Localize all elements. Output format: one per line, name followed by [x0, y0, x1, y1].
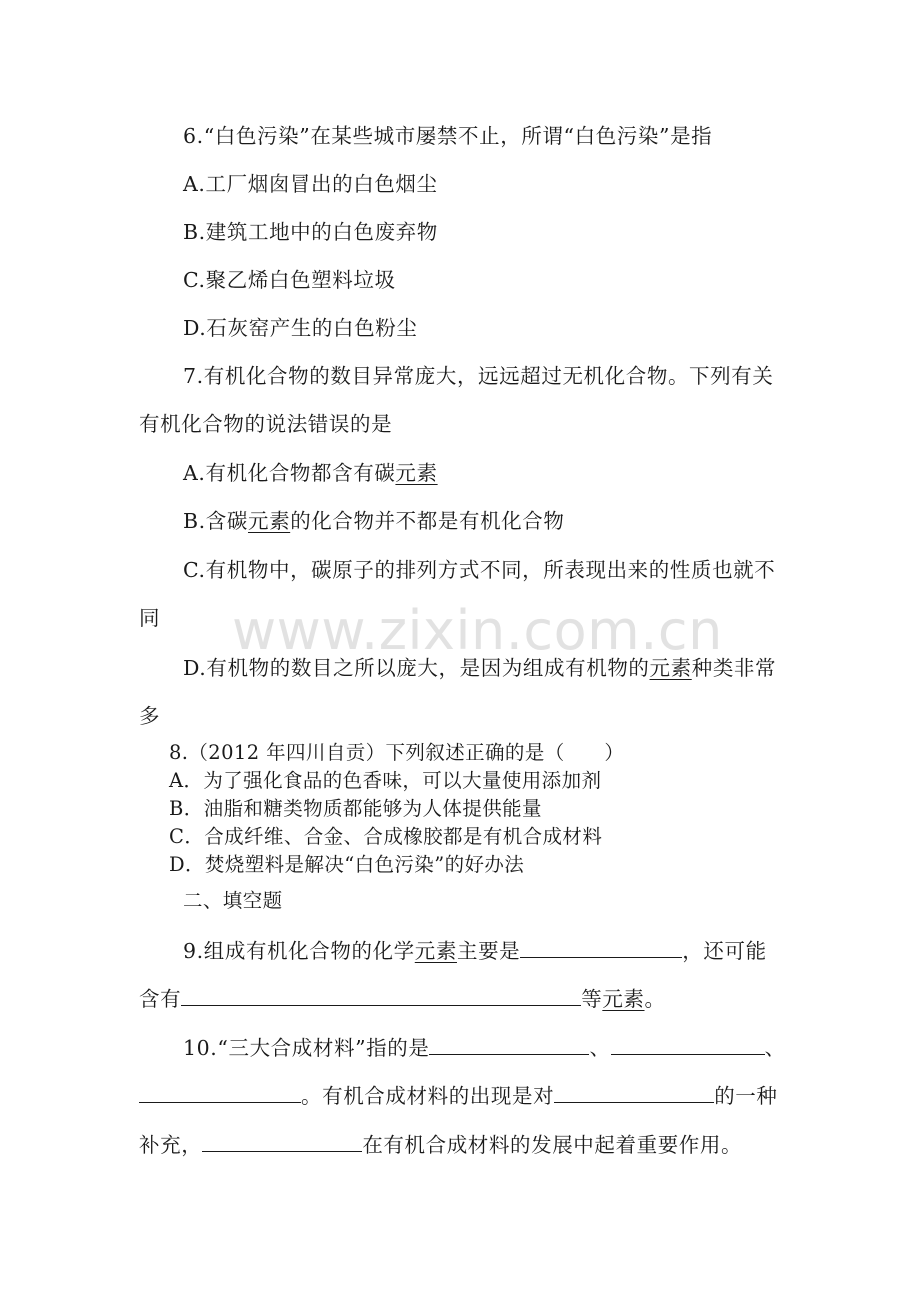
q7-option-d-line1 — [183, 655, 776, 681]
q10-answer-blank-4[interactable] — [554, 1082, 714, 1103]
q7-option-c-line1: C.有机物中，碳原子的排列方式不同，所表现出来的性质也就不 — [183, 558, 776, 582]
q7-option-d-text-pre: D.有机物的数目之所以庞大，是因为组成有机物的 — [183, 656, 650, 680]
q7-option-d-text-post: 种类非常 — [691, 656, 777, 680]
q6-option-a: A.工厂烟囱冒出的白色烟尘 — [183, 172, 438, 196]
q7-option-b — [183, 508, 565, 534]
watermark: www.zixin.com.cn — [232, 599, 723, 662]
q7-stem-line1: 7.有机化合物的数目异常庞大，远远超过无机化合物。下列有关 — [183, 364, 774, 388]
q8-option-d: D．焚烧塑料是解决“白色污染”的好办法 — [169, 853, 525, 876]
q10-line3-text-pre: 补充， — [139, 1133, 203, 1157]
q8-stem: 8.（2012 年四川自贡）下列叙述正确的是（ ） — [169, 741, 625, 764]
q7-stem-line2: 有机化合物的说法错误的是 — [139, 412, 393, 436]
q9-line2-link[interactable]: 元素 — [602, 987, 645, 1011]
q10-line3 — [139, 1131, 742, 1158]
q7-option-a-text: A.有机化合物都含有碳 — [183, 461, 396, 485]
q7-option-d-line2: 多 — [139, 704, 161, 728]
q9-answer-blank-1[interactable] — [520, 937, 682, 958]
q9-answer-blank-2[interactable] — [181, 985, 581, 1006]
q6-stem: 6.“白色污染”在某些城市屡禁不止，所谓“白色污染”是指 — [183, 124, 713, 148]
q7-option-c-line2: 同 — [139, 606, 161, 630]
q6-option-c: C.聚乙烯白色塑料垃圾 — [183, 268, 396, 292]
q9-line1 — [183, 937, 767, 964]
q10-answer-blank-2[interactable] — [611, 1034, 765, 1055]
q6-option-b: B.建筑工地中的白色废弃物 — [183, 220, 438, 244]
q7-option-b-link[interactable]: 元素 — [247, 509, 291, 533]
q10-answer-blank-5[interactable] — [202, 1131, 362, 1152]
q7-option-b-text-pre: B.含碳 — [183, 509, 248, 533]
q9-text-pre: 9.组成有机化合物的化学 — [183, 939, 415, 963]
q9-link[interactable]: 元素 — [414, 939, 457, 963]
q10-line3-text-post: 在有机合成材料的发展中起着重要作用。 — [362, 1133, 743, 1157]
q10-sep-1: 、 — [589, 1036, 611, 1060]
q10-line1 — [183, 1034, 786, 1061]
q9-text-post: ，还可能 — [682, 939, 767, 963]
q10-line2-text-post: 的一种 — [714, 1084, 778, 1108]
q7-option-d-link[interactable]: 元素 — [649, 656, 692, 680]
q8-option-b: B．油脂和糖类物质都能够为人体提供能量 — [169, 797, 542, 820]
q10-sep-2: 、 — [764, 1036, 786, 1060]
q10-answer-blank-1[interactable] — [429, 1034, 589, 1055]
q10-answer-blank-3[interactable] — [139, 1082, 301, 1103]
q7-option-b-text-post: 的化合物并不都是有机化合物 — [290, 509, 565, 533]
q8-option-a: A．为了强化食品的色香味，可以大量使用添加剂 — [169, 769, 602, 792]
q9-text-mid: 主要是 — [456, 939, 521, 963]
q10-line2 — [139, 1082, 778, 1109]
q6-option-d: D.石灰窑产生的白色粉尘 — [183, 316, 418, 340]
section-heading-fill-in: 二、填空题 — [183, 889, 283, 912]
q9-line2-text-mid: 等 — [581, 987, 603, 1011]
q9-line2-text-post: 。 — [644, 987, 666, 1011]
q9-line2 — [139, 985, 666, 1012]
q10-text-pre: 10.“三大合成材料”指的是 — [183, 1036, 430, 1060]
q8-option-c: C．合成纤维、合金、合成橡胶都是有机合成材料 — [169, 825, 603, 848]
q9-line2-text-pre: 含有 — [139, 987, 182, 1011]
q7-option-a — [183, 460, 438, 486]
q7-option-a-link[interactable]: 元素 — [395, 461, 438, 485]
q10-line2-text-mid: 。有机合成材料的出现是对 — [301, 1084, 555, 1108]
